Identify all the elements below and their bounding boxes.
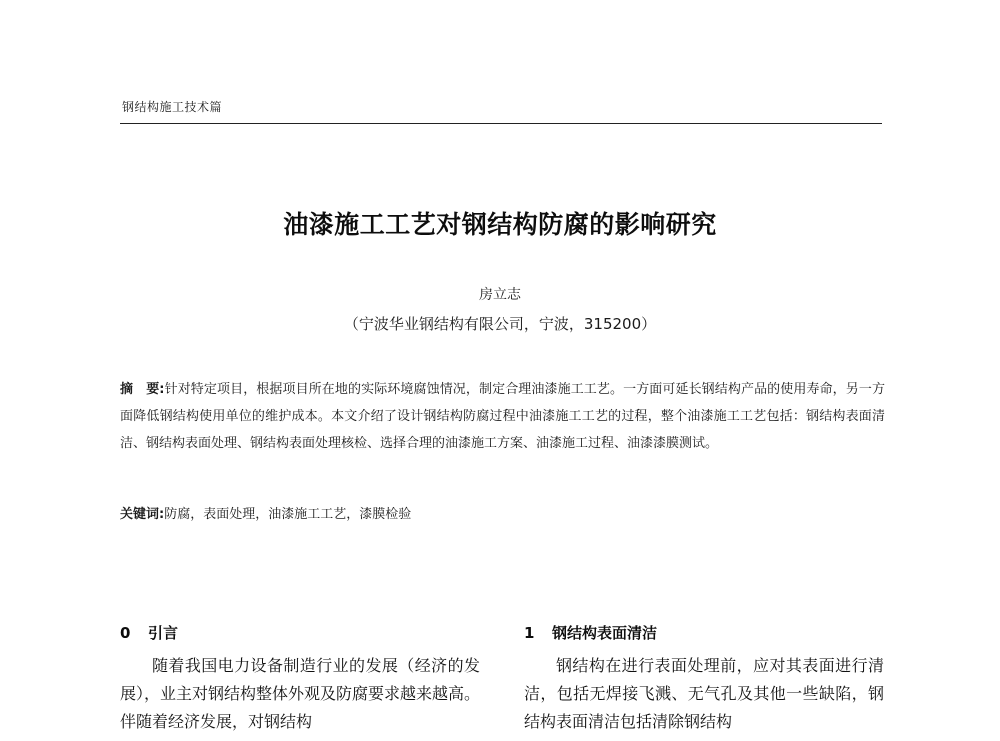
keywords-label: 关键词:	[120, 507, 165, 522]
abstract	[120, 376, 885, 457]
section-number: 1	[524, 624, 535, 642]
header-divider	[120, 123, 882, 124]
abstract-label: 摘 要:	[120, 382, 165, 397]
section-number: 0	[120, 624, 131, 642]
section-introduction	[120, 622, 480, 736]
author-affiliation: （宁波华业钢结构有限公司，宁波，315200）	[343, 315, 657, 333]
section-surface-cleaning	[524, 622, 884, 736]
keywords	[120, 503, 885, 522]
abstract-text: 针对特定项目，根据项目所在地的实际环境腐蚀情况，制定合理油漆施工工艺。一方面可延长钢结构产品的使用寿命，另一方面降低钢结构使用单位的维护成本。本文介绍了设计钢结构防腐过程中油漆施工工艺的过程，整个油漆施工工艺包括：钢结构表面清洁、钢结构表面处理、钢结构表面处理核检、选择合理的油漆施工方案、油漆施工过程、油漆漆膜测试。	[120, 382, 885, 451]
author-name: 房立志	[479, 287, 521, 303]
section-heading	[524, 622, 884, 644]
running-header: 钢结构施工技术篇	[122, 100, 223, 114]
paper-title: 油漆施工工艺对钢结构防腐的影响研究	[283, 210, 717, 239]
section-title: 引言	[148, 624, 179, 642]
keywords-text: 防腐，表面处理，油漆施工工艺，漆膜检验	[164, 507, 412, 522]
section-title: 钢结构表面清洁	[552, 624, 658, 642]
section-body: 钢结构在进行表面处理前，应对其表面进行清洁，包括无焊接飞溅、无气孔及其他一些缺陷，钢结构表面清洁包括清除钢结构	[524, 656, 884, 731]
section-heading	[120, 622, 480, 644]
section-body: 随着我国电力设备制造行业的发展（经济的发展），业主对钢结构整体外观及防腐要求越来越高。伴随着经济发展，对钢结构	[120, 656, 481, 731]
